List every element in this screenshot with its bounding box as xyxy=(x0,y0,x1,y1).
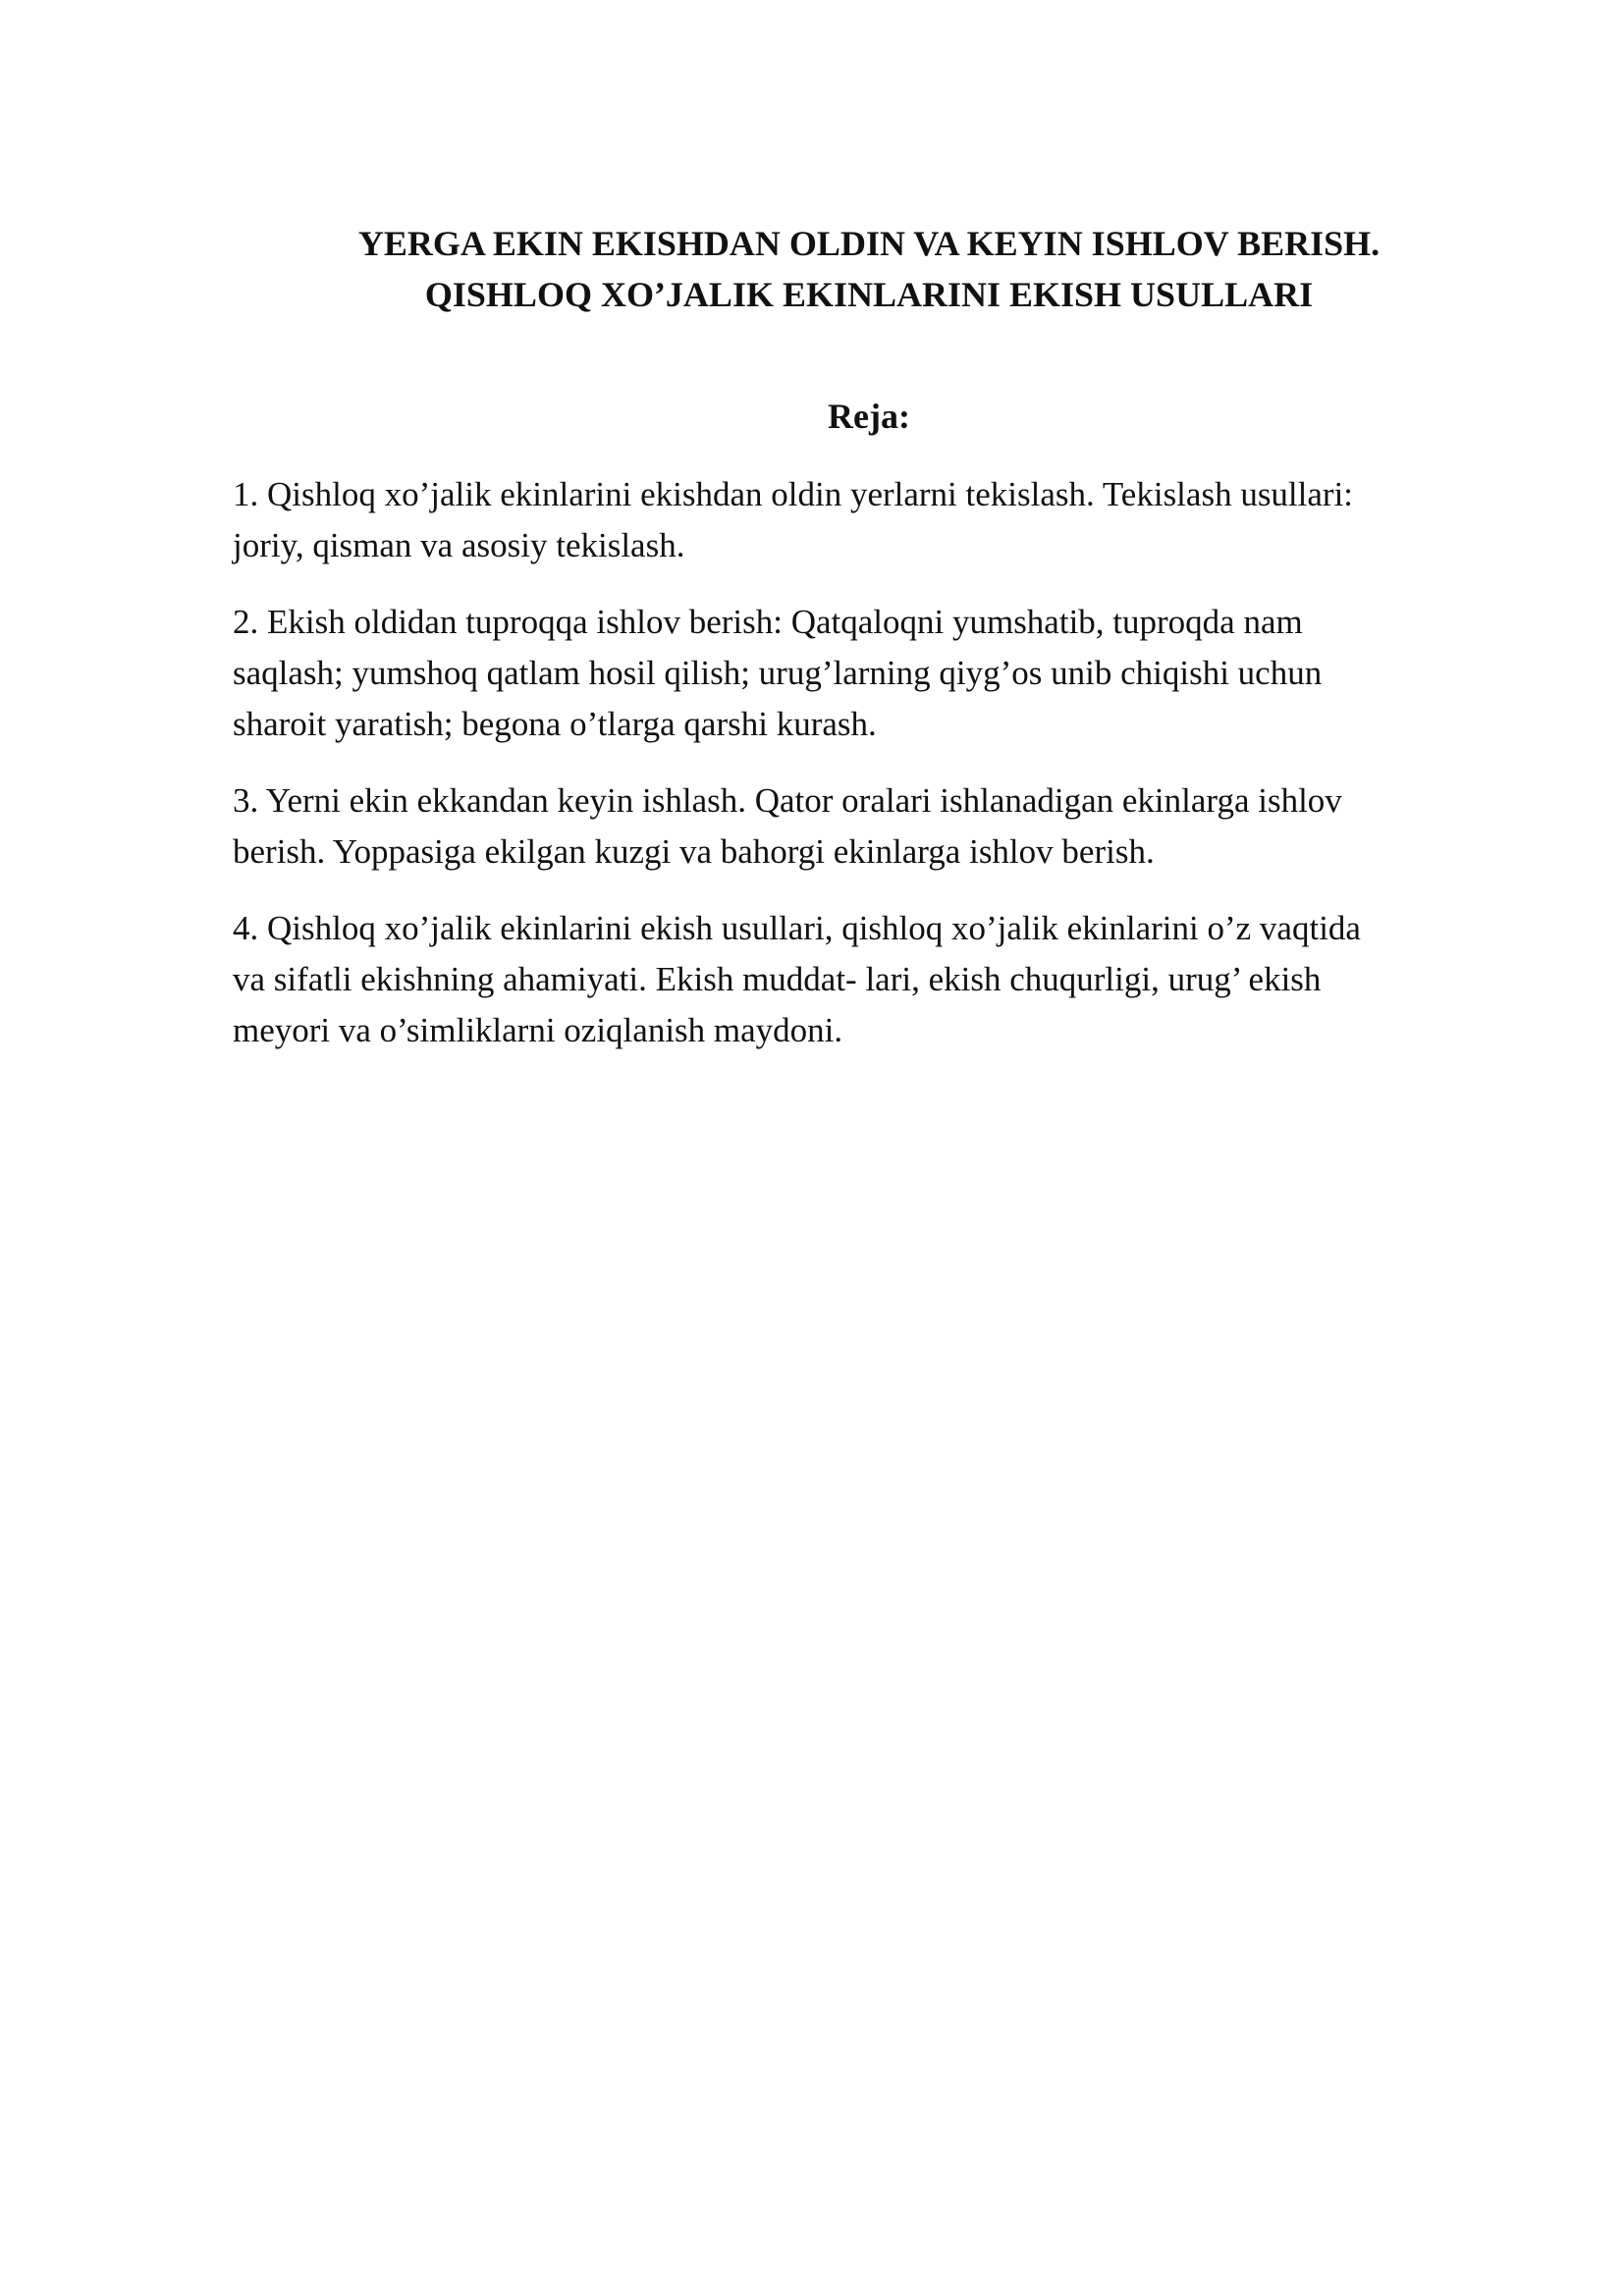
plan-item-line: va sifatli ekishning ahamiyati. Ekish muddat- lari, ekish chuqurligi, urug’ ekish xyxy=(233,960,1322,998)
plan-item-line: saqlash; yumshoq qatlam hosil qilish; urug’larning qiyg’os unib chiqishi uchun xyxy=(233,654,1323,692)
plan-item-line: berish. Yoppasiga ekilgan kuzgi va bahorgi ekinlarga ishlov berish. xyxy=(233,832,1155,871)
plan-item-4 xyxy=(233,903,1529,1056)
plan-item-line: 1. Qishloq xo’jalik ekinlarini ekishdan oldin yerlarni tekislash. Tekislash usullari: xyxy=(233,475,1354,513)
plan-item-line: meyori va o’simliklarni oziqlanish maydoni. xyxy=(233,1011,843,1049)
plan-item-3 xyxy=(233,775,1529,878)
plan-item-line: sharoit yaratish; begona o’tlarga qarshi kurash. xyxy=(233,705,877,743)
plan-item-line: 2. Ekish oldidan tuproqqa ishlov berish: Qatqaloqni yumshatib, tuproqda nam xyxy=(233,603,1303,641)
plan-item-line: joriy, qisman va asosiy tekislash. xyxy=(233,526,685,564)
plan-item-line: 4. Qishloq xo’jalik ekinlarini ekish usullari, qishloq xo’jalik ekinlarini o’z vaqtida xyxy=(233,909,1361,947)
title-line-1: YERGA EKIN EKISHDAN OLDIN VA KEYIN ISHLOV BERISH. xyxy=(357,224,1380,263)
plan-item-1 xyxy=(233,469,1529,571)
plan-item-2 xyxy=(233,597,1529,750)
plan-item-line: 3. Yerni ekin ekkandan keyin ishlash. Qator oralari ishlanadigan ekinlarga ishlov xyxy=(233,781,1342,820)
document-title xyxy=(295,218,1443,320)
title-line-2: QISHLOQ XO’JALIK EKINLARINI EKISH USULLARI xyxy=(424,275,1314,314)
plan-heading: Reja: xyxy=(828,397,910,436)
plan-list xyxy=(233,469,1529,1082)
